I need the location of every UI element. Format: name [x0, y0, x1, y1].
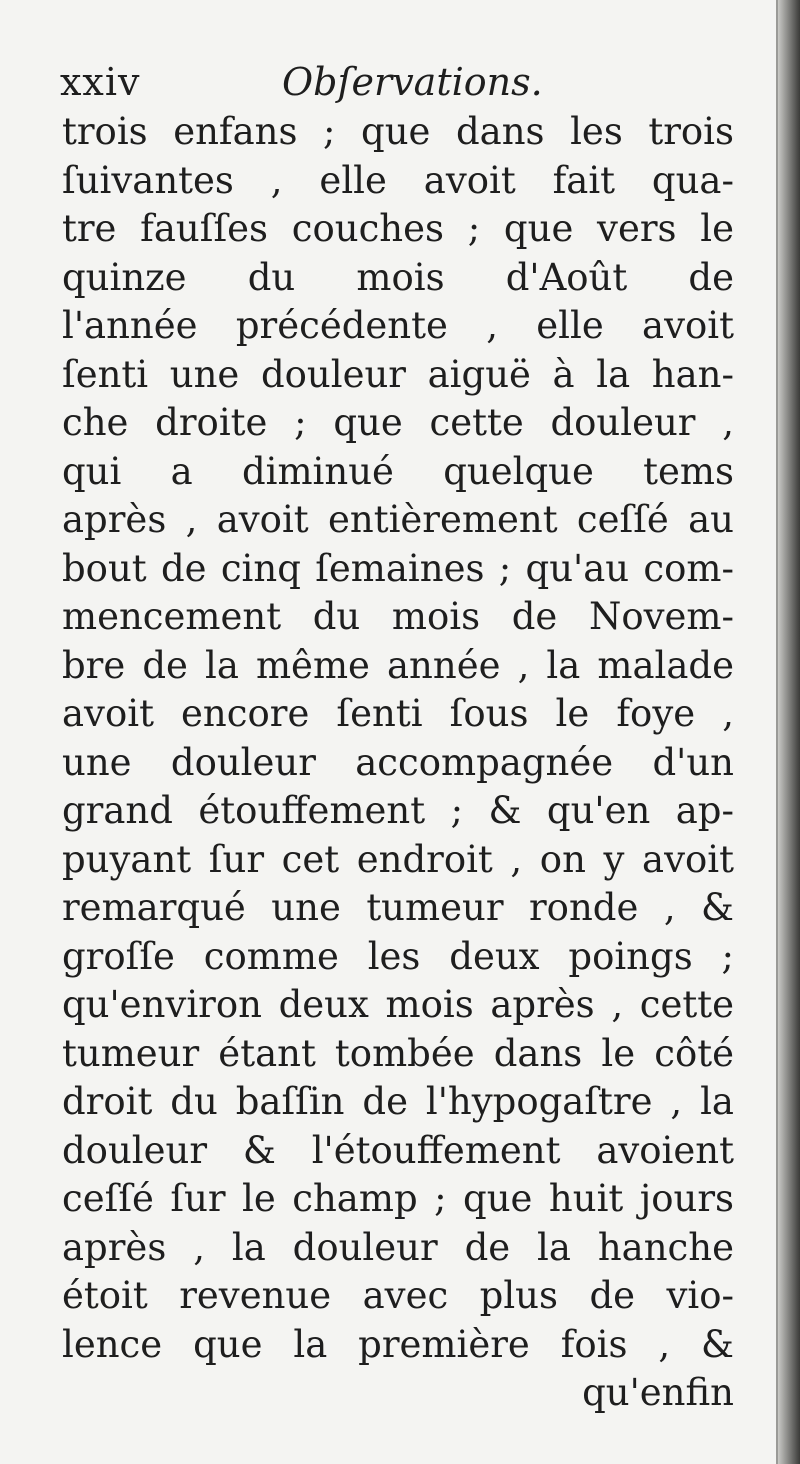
- text-line: l'année précédente , elle avoit: [62, 304, 734, 347]
- text-line: après , la douleur de la hanche: [62, 1225, 734, 1269]
- text-line: puyant ſur cet endroit , on y avoit: [62, 837, 734, 881]
- text-line: quinze du mois d'Août de: [62, 255, 734, 299]
- text-line: remarqué une tumeur ronde , &: [62, 886, 734, 929]
- page-number: xxiv: [60, 60, 141, 104]
- text-line: mencement du mois de Novem-: [62, 595, 734, 638]
- text-line: qu'environ deux mois après , cette: [62, 983, 734, 1026]
- text-line: qui a diminué quelque tems: [62, 449, 734, 493]
- text-line: ceſſé ſur le champ ; que huit jours: [62, 1177, 734, 1220]
- text-line: trois enfans ; que dans les trois: [62, 110, 734, 153]
- text-line: ſenti une douleur aiguë à la han-: [62, 352, 734, 396]
- page-header: [60, 58, 740, 106]
- text-line: une douleur accompagnée d'un: [62, 740, 734, 784]
- text-line: avoit encore ſenti ſous le foye ,: [62, 692, 734, 735]
- running-title: Obſervations.: [282, 60, 543, 104]
- text-line: droit du baſſin de l'hypogaſtre , la: [62, 1080, 734, 1123]
- text-line: che droite ; que cette douleur ,: [62, 401, 734, 444]
- text-line: grand étouffement ; & qu'en ap-: [62, 789, 734, 832]
- text-line: tumeur étant tombée dans le côté: [62, 1031, 734, 1075]
- text-line: tre fauſſes couches ; que vers le: [62, 207, 734, 250]
- text-line: bout de cinq ſemaines ; qu'au com-: [62, 546, 734, 590]
- text-line: étoit revenue avec plus de vio-: [62, 1274, 734, 1317]
- catchword-line: qu'enfin: [582, 1371, 734, 1414]
- text-line: ſuivantes , elle avoit fait qua-: [62, 158, 734, 202]
- body-text: [62, 108, 734, 1418]
- text-line: après , avoit entièrement ceſſé au: [62, 498, 734, 541]
- text-line: bre de la même année , la malade: [62, 643, 734, 687]
- page-edge-shadow: [778, 0, 800, 1464]
- text-line: lence que la première fois , &: [62, 1322, 734, 1366]
- text-line: douleur & l'étouffement avoient: [62, 1128, 734, 1172]
- text-line: groſſe comme les deux poings ;: [62, 934, 734, 978]
